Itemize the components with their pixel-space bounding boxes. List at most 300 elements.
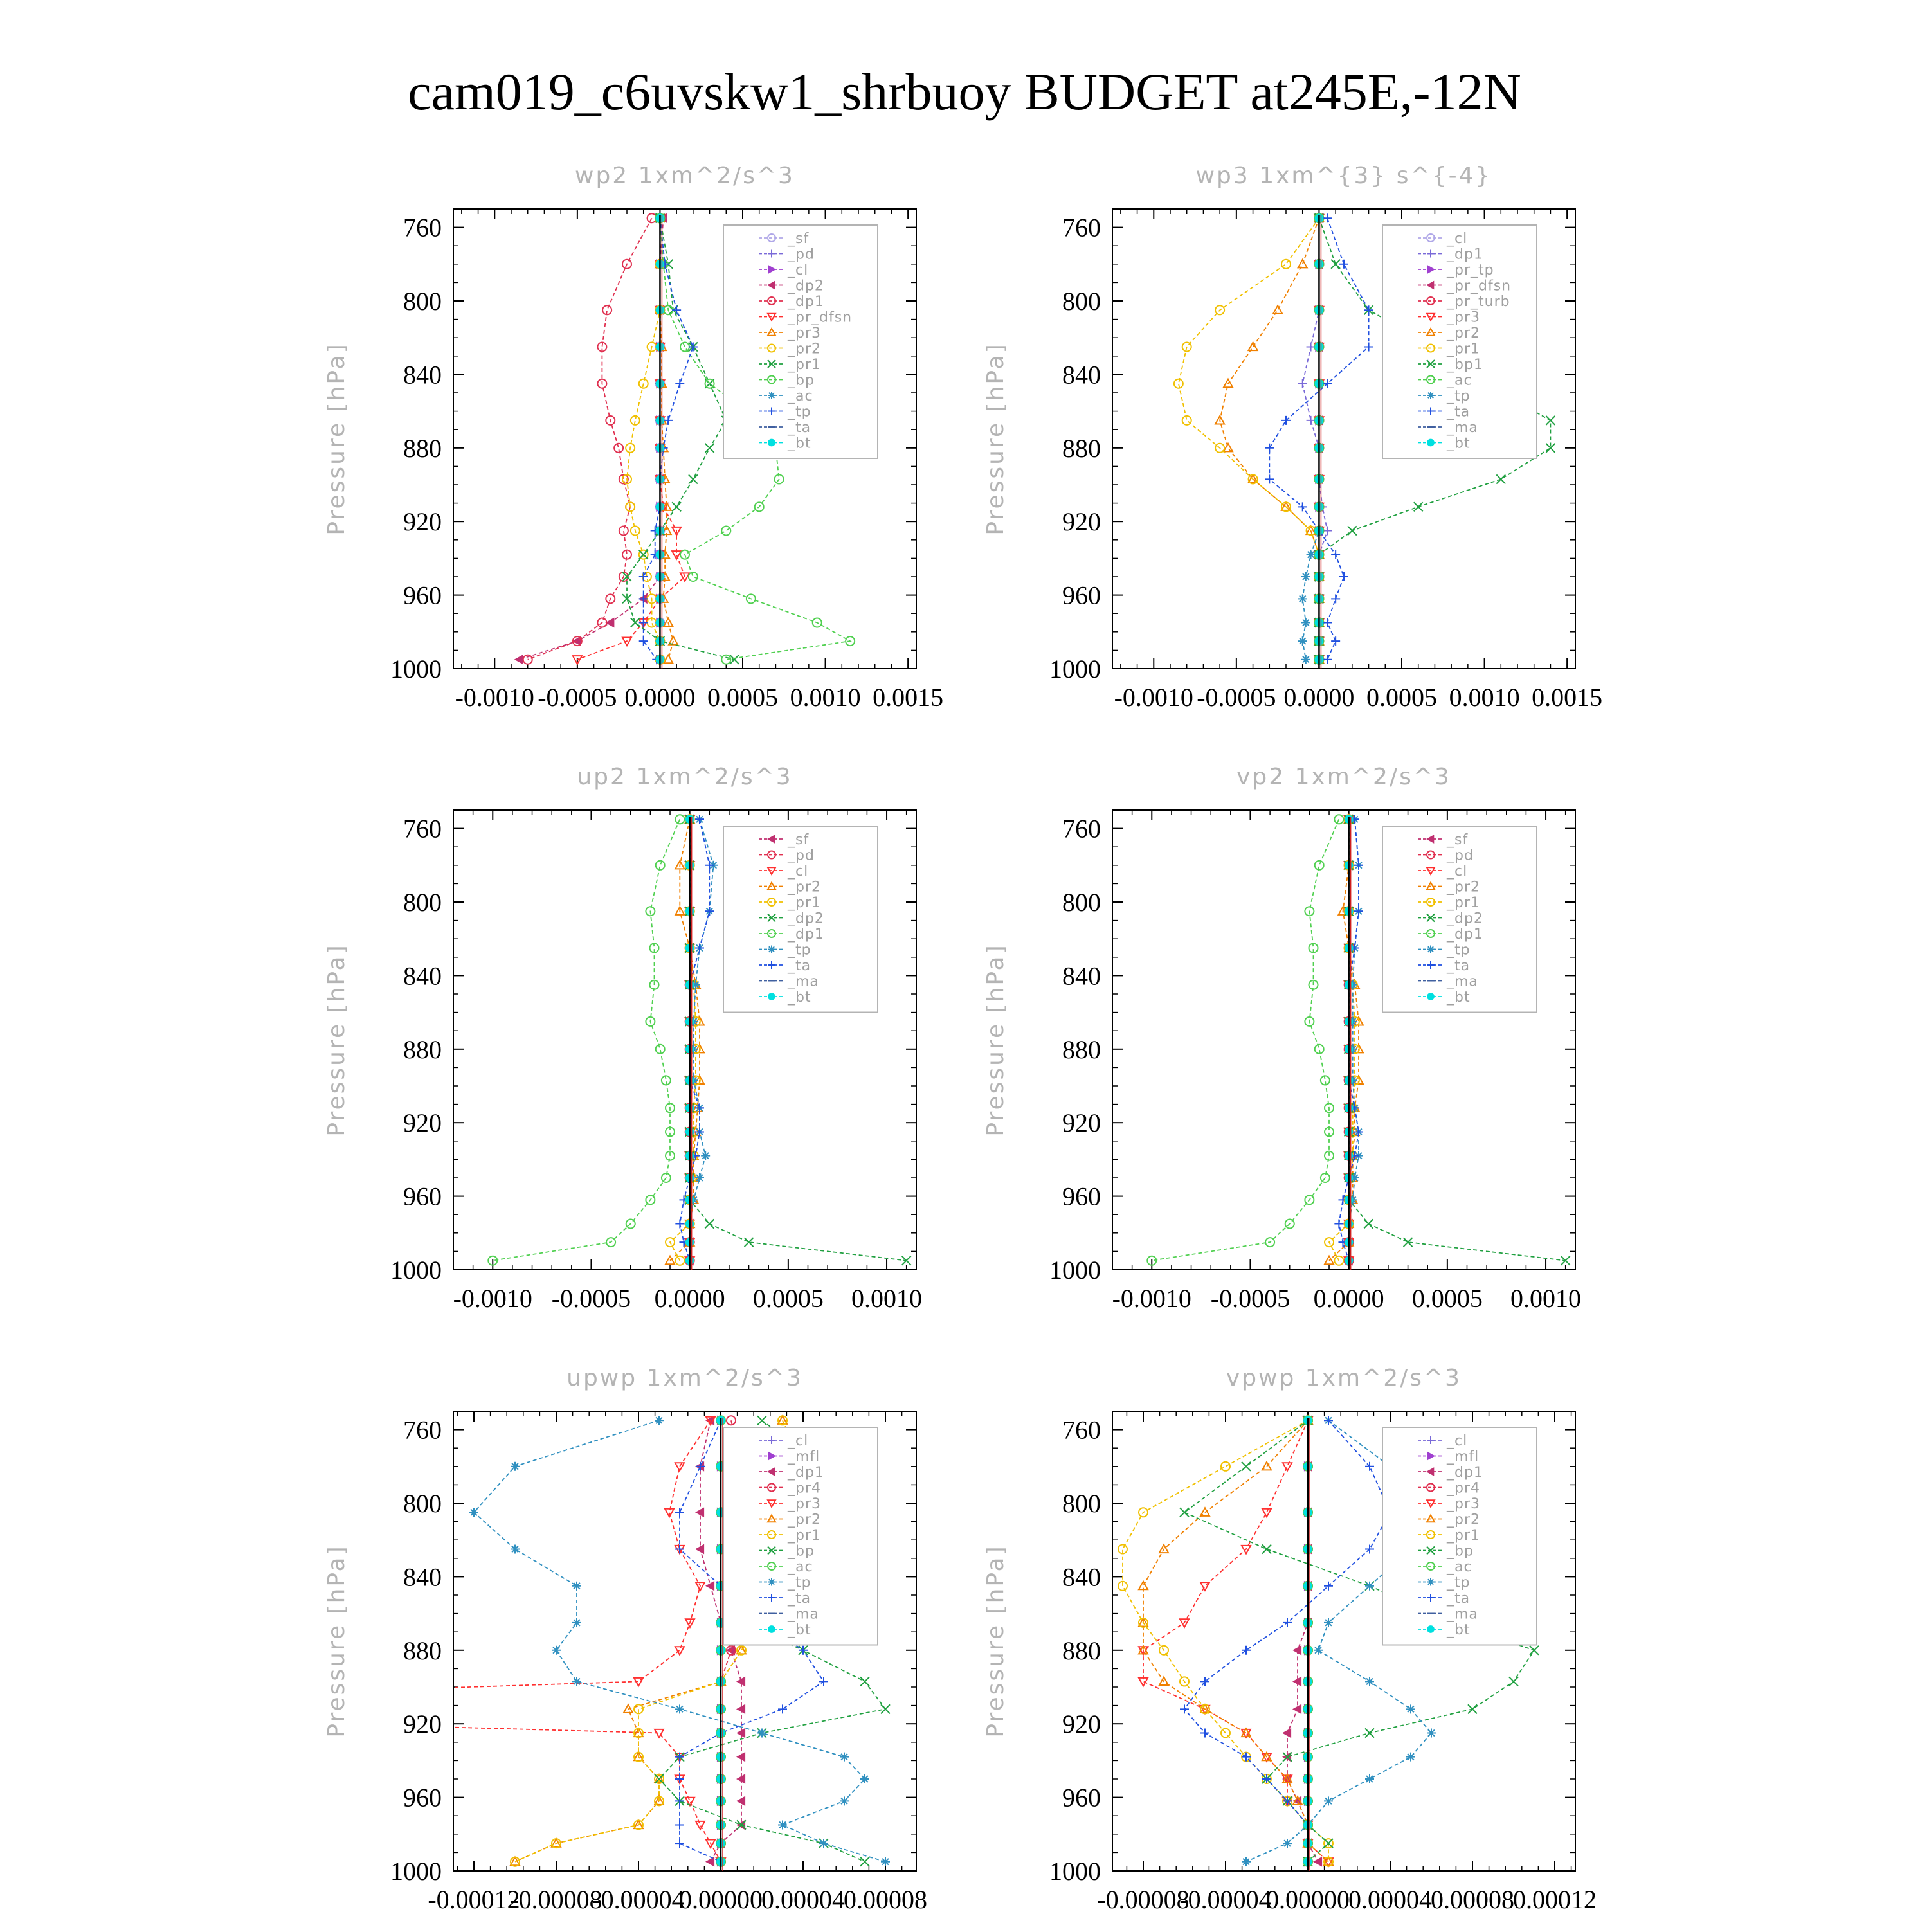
data-point-dp1 [696,1545,704,1554]
data-point-bp1 [1348,527,1357,536]
data-point-tp [672,305,681,314]
data-point-bp [1262,1545,1271,1554]
chart-title: wp2 1xm^2/s^3 [575,163,795,189]
data-point-tp [1298,594,1307,603]
data-point-dp1 [1334,815,1343,824]
data-point-pr3 [675,1647,684,1655]
data-point-ta [675,1821,684,1830]
data-point-tp [639,636,648,646]
y-tick-label: 960 [1062,1783,1101,1812]
legend-label: _pd [1447,847,1474,864]
legend-label: _bt [788,989,811,1006]
data-point-tp [675,379,684,388]
legend-label: _ta [1447,958,1471,974]
y-tick-label: 800 [1062,287,1101,316]
data-point-pr3 [1200,1582,1209,1591]
x-tick-label: 0.0000 [624,683,696,712]
legend-label: _mfl [788,1449,820,1465]
legend-label: _ta [1447,1591,1471,1607]
y-tick-label: 800 [1062,888,1101,917]
chart-panel-wp2 [323,163,943,712]
y-tick-label: 840 [403,360,442,390]
x-tick-label: -0.00004 [592,1885,685,1914]
legend-label: _pr4 [788,1480,822,1497]
data-point-bp [1180,1508,1189,1517]
legend-label: _pr2 [788,879,822,896]
y-tick-label: 800 [403,888,442,917]
data-point-ta [1323,213,1332,222]
x-tick-label: -0.0005 [1210,1284,1291,1313]
legend-label: _ta [1447,404,1471,420]
x-tick-label: 0.00008 [844,1885,927,1914]
data-point-tp [572,1582,581,1591]
legend-label: _tp [1447,1575,1471,1591]
chart-panel-wp3 [983,163,1602,712]
data-point-dp1 [696,1508,704,1517]
data-point-ta [1323,655,1332,664]
data-point-dp1 [675,815,684,824]
y-tick-label: 880 [403,433,442,463]
legend-label: _pr_dfsn [788,309,853,326]
data-point-bp [1365,1729,1374,1738]
y-tick-label: 760 [1062,1415,1101,1445]
x-tick-label: -0.0005 [1197,683,1276,712]
x-tick-label: -0.0010 [1112,1284,1191,1313]
legend-label: _tp [788,942,811,959]
legend-label: _pr_dfsn [1447,278,1512,294]
x-tick-label: 0.0015 [873,683,944,712]
legend-label: _tp [788,1575,811,1591]
y-axis-label: Pressure [hPa] [983,1544,1009,1738]
legend-label: _cl [788,1433,809,1449]
legend-marker [768,392,775,399]
y-tick-label: 800 [403,1489,442,1518]
data-point-ta [1242,1646,1251,1655]
data-point-ta [778,1704,787,1713]
y-tick-label: 1000 [1049,1857,1101,1886]
series-line-pr2 [1220,218,1319,659]
data-point-ta [1331,550,1340,559]
data-point-ta [1365,1462,1374,1471]
legend-label: _ta [788,958,811,974]
y-tick-label: 880 [1062,433,1101,463]
data-point-ta [1323,618,1332,627]
data-point-tp [1406,1753,1415,1762]
data-point-pr1 [1221,1462,1230,1471]
legend-label: _tp [1447,388,1471,404]
data-point-tp [1406,1704,1415,1713]
data-point-bp1 [1331,260,1340,269]
legend-label: _bt [1447,435,1471,452]
page-title: cam019_c6uvskw1_shrbuoy BUDGET at245E,-12N [408,62,1521,121]
data-point-dp1 [737,1796,745,1805]
legend-label: _ma [788,1606,819,1623]
legend-marker [1427,392,1435,399]
legend-label: _bt [1447,1622,1471,1638]
legend-label: _pd [788,847,815,864]
y-tick-label: 880 [1062,1636,1101,1665]
data-point-pr1 [689,474,698,483]
data-point-pr1 [672,502,681,511]
x-tick-label: 0.00004 [1348,1885,1432,1914]
legend-label: _ac [788,1559,813,1575]
data-point-tp [778,1821,787,1830]
data-point-tp [695,1173,704,1182]
data-point-bp [689,572,698,581]
legend-label: _sf [788,231,810,247]
chart-title: wp3 1xm^{3} s^{-4} [1195,163,1492,189]
legend-label: _bt [788,435,811,452]
data-point-dp1 [1315,1045,1324,1054]
data-point-bp [1509,1677,1518,1686]
legend-marker [768,946,775,953]
y-tick-label: 760 [403,814,442,844]
legend-label: _pr2 [1447,879,1481,896]
legend-label: _dp1 [788,1465,824,1481]
legend-label: _pd [788,246,815,263]
x-tick-label: -0.0010 [1114,683,1193,712]
data-point-ta [1265,444,1274,453]
y-tick-label: 920 [403,1108,442,1138]
data-point-tp [511,1462,520,1471]
legend-label: _dp1 [788,926,824,943]
data-point-pr2 [1273,305,1282,314]
data-point-tp [1365,1582,1374,1591]
data-point-bp [680,343,689,352]
legend-label: _cl [1447,231,1468,247]
legend-label: _bp [788,1543,815,1560]
y-tick-label: 1000 [390,1256,442,1285]
legend-label: _mfl [1447,1449,1480,1465]
data-point-tp [1365,1677,1374,1686]
x-tick-label: 0.0000 [1283,683,1355,712]
legend-label: _bt [1447,989,1471,1006]
legend-marker [768,1578,775,1586]
data-point-dp1 [706,1582,714,1591]
legend-label: _dp1 [1447,246,1483,263]
y-tick-label: 960 [1062,1182,1101,1211]
x-tick-label: 0.0005 [752,1284,824,1313]
data-point-tp [552,1646,561,1655]
data-point-ta [1331,636,1340,646]
x-tick-label: -0.00012 [428,1885,520,1914]
legend-label: _pr3 [788,325,822,341]
legend-label: _ma [1447,420,1478,436]
legend-label: _dp2 [788,278,824,294]
legend-marker [768,993,775,1000]
legend-label: _dp1 [1447,926,1483,943]
legend-label: _tp [1447,942,1471,959]
data-point-dp2 [1561,1256,1570,1265]
legend-label: _pr2 [1447,325,1481,341]
legend-label: _dp2 [788,910,824,927]
legend-label: _pr1 [1447,1528,1481,1544]
legend-label: _ac [1447,372,1472,389]
data-point-bp [721,527,730,536]
x-tick-label: -0.00004 [1179,1885,1272,1914]
legend-label: _pr2 [788,341,822,357]
chart-title: vpwp 1xm^2/s^3 [1226,1365,1462,1391]
data-point-tp [1298,636,1307,646]
data-point-tp [655,1416,664,1425]
data-point-pr3 [696,1821,705,1830]
data-point-dp1 [706,1857,714,1866]
legend-label: _pr_tp [1447,262,1494,278]
legend-label: _ac [1447,1559,1472,1575]
data-point-dp2 [515,655,523,664]
data-point-tp [1301,655,1310,664]
data-point-bp1 [1496,474,1505,483]
legend-marker [1427,946,1435,953]
legend-label: _dp1 [1447,1465,1483,1481]
legend-label: _bp [1447,1543,1474,1560]
legend-label: _sf [788,832,810,848]
data-point-tp [675,1704,684,1713]
data-point-pr1 [1281,260,1291,269]
legend-label: _pr1 [1447,895,1481,911]
legend-marker [1427,439,1435,446]
y-tick-label: 960 [403,1182,442,1211]
series-line-tp [1303,218,1319,659]
data-point-pr3 [675,1463,684,1471]
legend-label: _pr3 [788,1496,822,1512]
x-tick-label: 0.0000 [654,1284,725,1313]
data-point-pr1 [675,1256,684,1265]
legend-label: _dp2 [1447,910,1483,927]
legend-label: _ta [788,420,811,436]
legend-label: _dp1 [788,294,824,310]
y-tick-label: 760 [403,213,442,242]
legend-label: _ma [1447,1606,1478,1623]
legend-label: _pr_turb [1447,294,1510,310]
y-tick-label: 920 [1062,1108,1101,1138]
data-point-pr1 [639,550,648,559]
y-axis-label: Pressure [hPa] [983,342,1009,536]
data-point-dp1 [1314,1857,1322,1866]
legend-label: _pr3 [1447,309,1481,326]
legend-label: _bp1 [1447,357,1483,373]
legend-label: _bp [788,372,815,389]
x-tick-label: 0.0000 [1313,1284,1384,1313]
x-tick-label: 0.0010 [851,1284,923,1313]
data-point-ta [675,1839,684,1848]
x-tick-label: 0.0005 [1366,683,1437,712]
y-tick-label: 800 [1062,1489,1101,1518]
y-axis-label: Pressure [hPa] [323,342,350,536]
y-tick-label: 840 [1062,1562,1101,1592]
series-line-dp1 [528,218,652,659]
legend-marker [1427,1626,1435,1633]
data-point-pr1 [1182,416,1191,425]
legend-label: _tp [788,404,811,420]
data-point-bp [1530,1646,1539,1655]
y-tick-label: 960 [403,581,442,610]
data-point-tp [860,1774,869,1783]
chart-panel-vp2 [983,764,1581,1313]
series-line-dp1 [1303,218,1328,659]
legend-label: _pr4 [1447,1480,1481,1497]
data-point-tp [1365,1774,1374,1783]
x-tick-label: -0.0005 [538,683,617,712]
legend-label: _pr1 [788,1528,822,1544]
series-line-dp1 [493,819,680,1260]
data-point-ta [705,861,714,870]
series-line-dp2 [520,218,664,659]
data-point-pr1 [1334,1256,1343,1265]
y-tick-label: 1000 [390,655,442,683]
data-point-tp [1427,1729,1436,1738]
legend-label: _bt [788,1622,811,1638]
data-point-tp [1301,572,1310,581]
legend-label: _ma [788,973,819,990]
data-point-pr3 [1283,1463,1292,1471]
x-tick-label: -0.0005 [551,1284,631,1313]
legend-label: _pr2 [788,1512,822,1528]
data-point-bp [757,1416,766,1425]
y-tick-label: 1000 [390,1857,442,1886]
legend-label: _ma [1447,973,1478,990]
data-point-tp [1301,618,1310,627]
y-axis-label: Pressure [hPa] [983,943,1009,1137]
data-point-dp1 [1315,861,1324,870]
y-tick-label: 880 [403,1636,442,1665]
data-point-tp [840,1753,849,1762]
y-tick-label: 1000 [1049,655,1101,683]
y-tick-label: 920 [403,507,442,537]
legend-label: _cl [788,863,809,880]
series-line-dp1 [1287,1420,1318,1861]
legend-label: _cl [1447,863,1468,880]
legend-label: _pr1 [788,357,822,373]
y-tick-label: 840 [1062,360,1101,390]
data-point-pr1 [631,618,640,627]
data-point-ta [1339,572,1348,581]
y-axis-label: Pressure [hPa] [323,943,350,1137]
data-point-tp [701,1151,710,1160]
data-point-tp [840,1796,849,1805]
y-tick-label: 880 [1062,1034,1101,1064]
x-tick-label: -0.0010 [453,1284,532,1313]
y-tick-label: 920 [1062,1710,1101,1739]
chart-title: up2 1xm^2/s^3 [577,764,793,790]
data-point-dp1 [656,861,665,870]
data-point-ta [1334,1220,1343,1229]
legend-label: _pr1 [1447,341,1481,357]
data-point-ta [675,1220,684,1229]
data-point-tp [572,1618,581,1627]
x-tick-label: 0.00004 [761,1885,845,1914]
data-point-tp [1242,1857,1251,1866]
series-line-pr1 [1179,218,1319,659]
x-tick-label: 0.0010 [1449,683,1520,712]
x-tick-label: 0.0005 [1411,1284,1483,1313]
y-tick-label: 760 [1062,213,1101,242]
y-axis-label: Pressure [hPa] [323,1544,350,1738]
data-point-dp1 [1298,379,1307,388]
x-tick-label: 0.0015 [1532,683,1603,712]
data-point-ta [1331,594,1340,603]
legend-marker [1427,993,1435,1000]
chart-panel-up2 [323,764,922,1313]
data-point-tp [511,1545,520,1554]
legend-label: _pr1 [788,895,822,911]
data-point-bp1 [1414,502,1423,511]
data-point-bp [1468,1704,1477,1713]
data-point-ta [1200,1677,1209,1686]
y-tick-label: 880 [403,1034,442,1064]
legend-label: _pr2 [1447,1512,1481,1528]
data-point-ta [1339,260,1348,269]
data-point-ta [675,1508,684,1517]
data-point-ta [1180,1704,1189,1713]
legend-label: _cl [1447,1433,1468,1449]
x-tick-label: 0.00000 [679,1885,763,1914]
y-tick-label: 840 [403,1562,442,1592]
x-tick-label: 0.0010 [790,683,861,712]
data-point-dp1 [1293,1704,1301,1713]
y-tick-label: 1000 [1049,1256,1101,1285]
data-point-ta [819,1677,828,1686]
y-tick-label: 840 [403,961,442,991]
data-point-dp1 [1283,1729,1291,1738]
x-tick-label: 0.00012 [1513,1885,1597,1914]
y-tick-label: 800 [403,287,442,316]
x-tick-label: -0.00008 [510,1885,602,1914]
x-tick-label: 0.00000 [1266,1885,1350,1914]
chart-title: upwp 1xm^2/s^3 [566,1365,803,1391]
y-tick-label: 760 [1062,814,1101,844]
data-point-dp2 [1364,1220,1373,1229]
data-point-dp2 [902,1256,911,1265]
x-tick-label: -0.00008 [1097,1885,1190,1914]
data-point-tp [1307,550,1316,559]
legend-label: _pr3 [1447,1496,1481,1512]
data-point-tp [1324,1796,1333,1805]
y-tick-label: 960 [403,1783,442,1812]
x-tick-label: 0.0005 [707,683,778,712]
legend-marker [768,1626,775,1633]
data-point-pr1 [705,444,714,453]
data-point-dp1 [656,1045,665,1054]
data-point-tp [757,1729,766,1738]
chart-title: vp2 1xm^2/s^3 [1236,764,1451,790]
legend-marker [1427,1578,1435,1586]
x-tick-label: -0.0010 [455,683,534,712]
y-tick-label: 760 [403,1415,442,1445]
data-point-tp [1283,1839,1292,1848]
series-line-pr-dfsn [577,218,685,659]
data-point-ta [1281,416,1291,425]
data-point-bp [881,1704,890,1713]
x-tick-label: 0.0010 [1510,1284,1582,1313]
legend-label: _cl [788,262,809,278]
series-line-dp1 [1152,819,1339,1260]
chart-panel-vpwp [983,1365,1597,1914]
y-tick-label: 920 [403,1710,442,1739]
series-line-pr3 [0,1420,721,1861]
data-point-tp [1324,1618,1333,1627]
chart-panel-upwp [0,1365,927,1914]
legend-label: _ac [788,388,813,404]
y-tick-label: 920 [1062,507,1101,537]
data-point-bp [1242,1462,1251,1471]
y-tick-label: 960 [1062,581,1101,610]
y-tick-label: 840 [1062,961,1101,991]
data-point-tp [572,1677,581,1686]
data-point-pr3 [1262,1509,1271,1517]
data-point-tp [819,1839,828,1848]
legend-label: _ta [788,1591,811,1607]
